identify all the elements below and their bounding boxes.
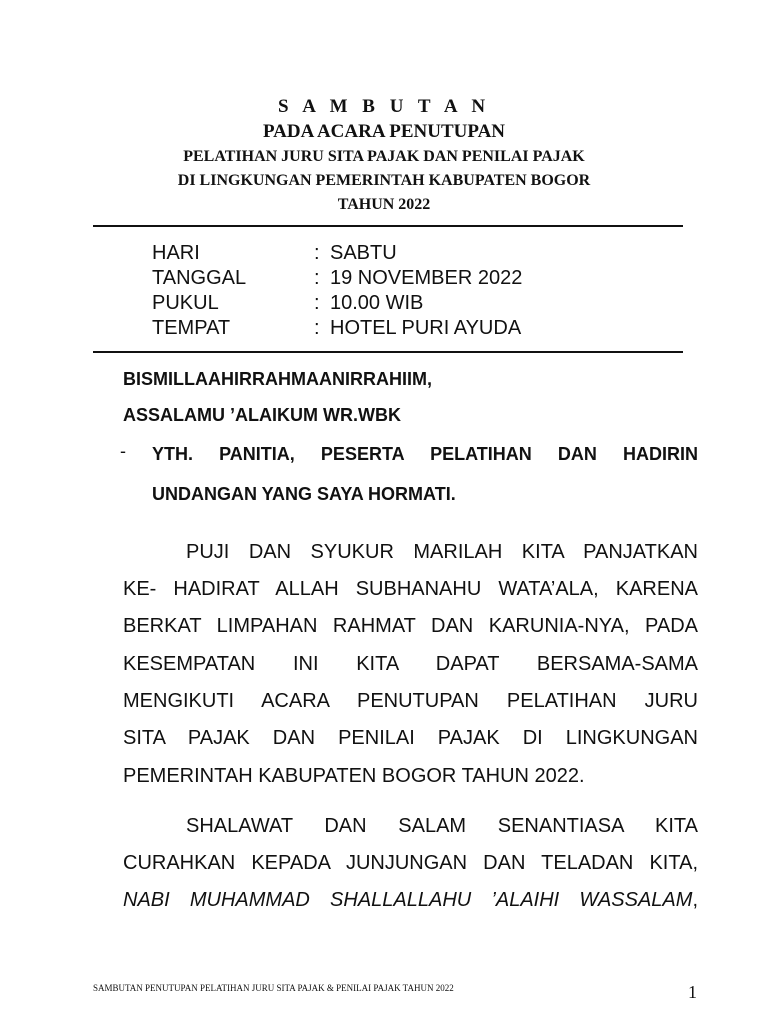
- page-footer: SAMBUTAN PENUTUPAN PELATIHAN JURU SITA PAJAK & PENILAI PAJAK TAHUN 2022: [93, 983, 454, 993]
- paragraph-2-line: [123, 886, 698, 914]
- paragraph-1-line: BERKAT LIMPAHAN RAHMAT DAN KARUNIA-NYA, PADA: [123, 615, 698, 637]
- paragraph-1-line: SITA PAJAK DAN PENILAI PAJAK DI LINGKUNGAN: [123, 727, 698, 749]
- paragraph-2-line: CURAHKAN KEPADA JUNJUNGAN DAN TELADAN KITA,: [123, 852, 698, 874]
- detail-colon: :: [314, 267, 320, 289]
- detail-label: HARI: [152, 242, 200, 264]
- detail-value: SABTU: [330, 242, 397, 264]
- page-number: 1: [688, 982, 697, 1002]
- salutation-line-1: YTH. PANITIA, PESERTA PELATIHAN DAN HADIRIN: [152, 444, 698, 464]
- paragraph-1-line: KESEMPATAN INI KITA DAPAT BERSAMA-SAMA: [123, 653, 698, 675]
- bismillah-greeting: BISMILLAAHIRRAHMAANIRRAHIIM,: [123, 369, 432, 389]
- document-subtitle: PADA ACARA PENUTUPAN: [262, 121, 506, 142]
- detail-label: PUKUL: [152, 292, 219, 314]
- paragraph-1-line: PUJI DAN SYUKUR MARILAH KITA PANJATKAN: [186, 541, 698, 563]
- paragraph-2-line: SHALAWAT DAN SALAM SENANTIASA KITA: [186, 815, 698, 837]
- detail-value: 10.00 WIB: [330, 292, 424, 314]
- detail-value: HOTEL PURI AYUDA: [330, 317, 522, 339]
- document-title: S A M B U T A N: [277, 96, 491, 117]
- header-divider-top: [93, 225, 683, 227]
- prophet-name-italic: NABI MUHAMMAD SHALLALLAHU ’ALAIHI WASSALAM: [123, 889, 693, 911]
- event-year-line: TAHUN 2022: [337, 196, 431, 213]
- paragraph-1-line: KE- HADIRAT ALLAH SUBHANAHU WATA’ALA, KARENA: [123, 578, 698, 600]
- header-divider-bottom: [93, 351, 683, 353]
- detail-colon: :: [314, 292, 320, 314]
- detail-colon: :: [314, 242, 320, 264]
- salutation-line-2: UNDANGAN YANG SAYA HORMATI.: [152, 484, 456, 504]
- event-location-line: DI LINGKUNGAN PEMERINTAH KABUPATEN BOGOR: [177, 172, 591, 189]
- paragraph-1-line: MENGIKUTI ACARA PENUTUPAN PELATIHAN JURU: [123, 690, 698, 712]
- detail-colon: :: [314, 317, 320, 339]
- detail-label: TEMPAT: [152, 317, 231, 339]
- paragraph-1-line: PEMERINTAH KABUPATEN BOGOR TAHUN 2022.: [123, 765, 585, 787]
- detail-value: 19 NOVEMBER 2022: [330, 267, 523, 289]
- detail-label: TANGGAL: [152, 267, 247, 289]
- list-dash: -: [120, 441, 126, 461]
- trailing-comma: ,: [692, 889, 698, 911]
- salam-greeting: ASSALAMU ’ALAIKUM WR.WBK: [123, 405, 401, 425]
- event-name-line: PELATIHAN JURU SITA PAJAK DAN PENILAI PAJAK: [183, 148, 585, 165]
